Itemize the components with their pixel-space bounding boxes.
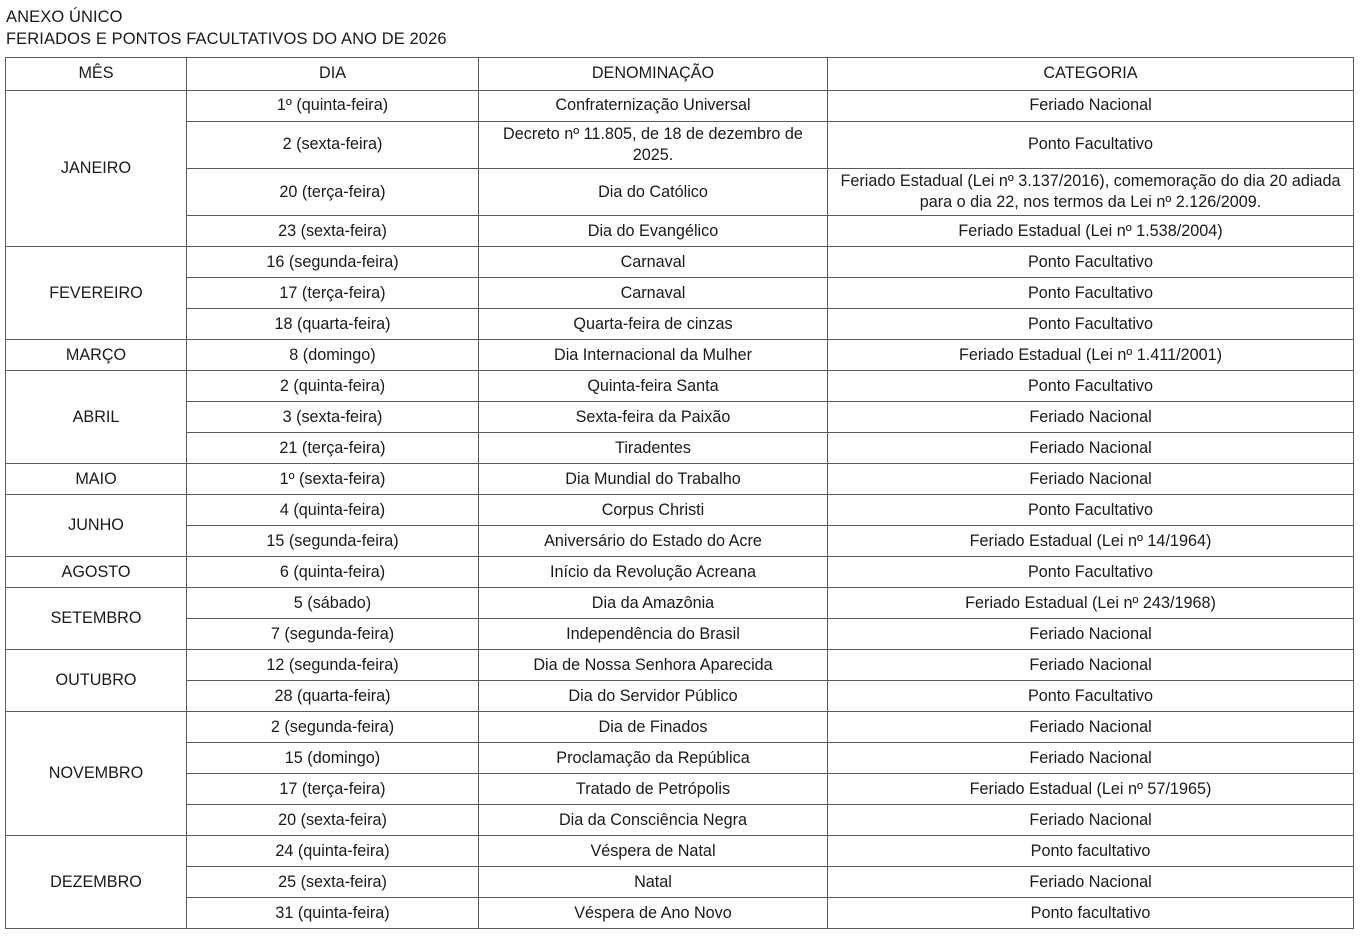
day-cell: 8 (domingo): [187, 339, 479, 370]
day-cell: 31 (quinta-feira): [187, 897, 479, 928]
day-cell: 15 (domingo): [187, 742, 479, 773]
category-cell: Feriado Nacional: [828, 804, 1354, 835]
month-cell: ABRIL: [6, 370, 187, 463]
table-row: [6, 168, 1354, 215]
table-row: [6, 90, 1354, 121]
table-row: [6, 525, 1354, 556]
denomination-cell: Tratado de Petrópolis: [479, 773, 828, 804]
denomination-cell: Carnaval: [479, 246, 828, 277]
table-row: [6, 215, 1354, 246]
column-header-dia: DIA: [187, 57, 479, 90]
heading-anexo: ANEXO ÚNICO: [6, 8, 123, 26]
table-row: [6, 370, 1354, 401]
day-cell: 17 (terça-feira): [187, 773, 479, 804]
day-cell: 2 (segunda-feira): [187, 711, 479, 742]
month-cell: FEVEREIRO: [6, 246, 187, 339]
day-cell: 21 (terça-feira): [187, 432, 479, 463]
month-cell: SETEMBRO: [6, 587, 187, 649]
day-cell: 25 (sexta-feira): [187, 866, 479, 897]
month-cell: MAIO: [6, 463, 187, 494]
denomination-cell: Dia do Evangélico: [479, 215, 828, 246]
denomination-cell: Natal: [479, 866, 828, 897]
denomination-cell: Quinta-feira Santa: [479, 370, 828, 401]
denomination-cell: Dia de Finados: [479, 711, 828, 742]
category-cell: Feriado Nacional: [828, 711, 1354, 742]
table-row: [6, 587, 1354, 618]
denomination-cell: Tiradentes: [479, 432, 828, 463]
category-cell: Ponto facultativo: [828, 897, 1354, 928]
category-cell: Ponto Facultativo: [828, 308, 1354, 339]
denomination-cell: Confraternização Universal: [479, 90, 828, 121]
category-cell: Ponto Facultativo: [828, 246, 1354, 277]
table-row: [6, 401, 1354, 432]
table-row: [6, 494, 1354, 525]
table-header: [6, 57, 1354, 90]
category-cell: Ponto Facultativo: [828, 121, 1354, 168]
denomination-cell: Dia da Consciência Negra: [479, 804, 828, 835]
denomination-cell: Sexta-feira da Paixão: [479, 401, 828, 432]
category-cell: Feriado Nacional: [828, 463, 1354, 494]
denomination-cell: Decreto nº 11.805, de 18 de dezembro de 2025.: [479, 121, 828, 168]
category-cell: Feriado Nacional: [828, 742, 1354, 773]
column-header-categoria: CATEGORIA: [828, 57, 1354, 90]
category-cell: Ponto Facultativo: [828, 556, 1354, 587]
document-heading: [0, 0, 1363, 51]
table-row: [6, 121, 1354, 168]
category-cell: Feriado Nacional: [828, 432, 1354, 463]
category-cell: Feriado Estadual (Lei nº 1.411/2001): [828, 339, 1354, 370]
heading-subtitle: FERIADOS E PONTOS FACULTATIVOS DO ANO DE 2026: [6, 29, 447, 48]
denomination-cell: Dia de Nossa Senhora Aparecida: [479, 649, 828, 680]
category-cell: Feriado Estadual (Lei nº 57/1965): [828, 773, 1354, 804]
day-cell: 5 (sábado): [187, 587, 479, 618]
category-cell: Feriado Estadual (Lei nº 243/1968): [828, 587, 1354, 618]
month-cell: JUNHO: [6, 494, 187, 556]
month-cell: MARÇO: [6, 339, 187, 370]
table-row: [6, 339, 1354, 370]
day-cell: 3 (sexta-feira): [187, 401, 479, 432]
denomination-cell: Véspera de Natal: [479, 835, 828, 866]
day-cell: 20 (terça-feira): [187, 168, 479, 215]
category-cell: Feriado Estadual (Lei nº 1.538/2004): [828, 215, 1354, 246]
day-cell: 17 (terça-feira): [187, 277, 479, 308]
day-cell: 2 (sexta-feira): [187, 121, 479, 168]
denomination-cell: Proclamação da República: [479, 742, 828, 773]
day-cell: 1º (sexta-feira): [187, 463, 479, 494]
day-cell: 1º (quinta-feira): [187, 90, 479, 121]
day-cell: 16 (segunda-feira): [187, 246, 479, 277]
table-row: [6, 773, 1354, 804]
table-row: [6, 556, 1354, 587]
column-header-mes: MÊS: [6, 57, 187, 90]
day-cell: 20 (sexta-feira): [187, 804, 479, 835]
category-cell: Ponto facultativo: [828, 835, 1354, 866]
table-row: [6, 463, 1354, 494]
day-cell: 28 (quarta-feira): [187, 680, 479, 711]
day-cell: 7 (segunda-feira): [187, 618, 479, 649]
month-cell: AGOSTO: [6, 556, 187, 587]
category-cell: Feriado Estadual (Lei nº 3.137/2016), comemoração do dia 20 adiada para o dia 22, nos termos da Lei nº 2.126/2009.: [828, 168, 1354, 215]
table-row: [6, 680, 1354, 711]
table-row: [6, 835, 1354, 866]
table-row: [6, 618, 1354, 649]
day-cell: 18 (quarta-feira): [187, 308, 479, 339]
category-cell: Feriado Nacional: [828, 401, 1354, 432]
denomination-cell: Quarta-feira de cinzas: [479, 308, 828, 339]
table-body: [6, 90, 1354, 928]
category-cell: Feriado Nacional: [828, 866, 1354, 897]
denomination-cell: Dia Mundial do Trabalho: [479, 463, 828, 494]
day-cell: 12 (segunda-feira): [187, 649, 479, 680]
day-cell: 23 (sexta-feira): [187, 215, 479, 246]
table-row: [6, 649, 1354, 680]
denomination-cell: Dia Internacional da Mulher: [479, 339, 828, 370]
denomination-cell: Independência do Brasil: [479, 618, 828, 649]
category-cell: Feriado Nacional: [828, 90, 1354, 121]
day-cell: 4 (quinta-feira): [187, 494, 479, 525]
table-row: [6, 866, 1354, 897]
header-row: [6, 57, 1354, 90]
table-row: [6, 711, 1354, 742]
month-cell: NOVEMBRO: [6, 711, 187, 835]
day-cell: 2 (quinta-feira): [187, 370, 479, 401]
category-cell: Feriado Nacional: [828, 618, 1354, 649]
table-row: [6, 804, 1354, 835]
denomination-cell: Aniversário do Estado do Acre: [479, 525, 828, 556]
month-cell: OUTUBRO: [6, 649, 187, 711]
denomination-cell: Dia do Católico: [479, 168, 828, 215]
category-cell: Ponto Facultativo: [828, 680, 1354, 711]
month-cell: DEZEMBRO: [6, 835, 187, 928]
category-cell: Ponto Facultativo: [828, 277, 1354, 308]
denomination-cell: Início da Revolução Acreana: [479, 556, 828, 587]
category-cell: Feriado Nacional: [828, 649, 1354, 680]
denomination-cell: Carnaval: [479, 277, 828, 308]
denomination-cell: Dia do Servidor Público: [479, 680, 828, 711]
denomination-cell: Dia da Amazônia: [479, 587, 828, 618]
day-cell: 6 (quinta-feira): [187, 556, 479, 587]
category-cell: Feriado Estadual (Lei nº 14/1964): [828, 525, 1354, 556]
holidays-table: [5, 57, 1354, 929]
denomination-cell: Corpus Christi: [479, 494, 828, 525]
category-cell: Ponto Facultativo: [828, 494, 1354, 525]
month-cell: JANEIRO: [6, 90, 187, 246]
table-row: [6, 897, 1354, 928]
day-cell: 15 (segunda-feira): [187, 525, 479, 556]
denomination-cell: Véspera de Ano Novo: [479, 897, 828, 928]
table-row: [6, 742, 1354, 773]
column-header-denominacao: DENOMINAÇÃO: [479, 57, 828, 90]
day-cell: 24 (quinta-feira): [187, 835, 479, 866]
table-row: [6, 277, 1354, 308]
table-row: [6, 308, 1354, 339]
table-row: [6, 246, 1354, 277]
table-row: [6, 432, 1354, 463]
category-cell: Ponto Facultativo: [828, 370, 1354, 401]
